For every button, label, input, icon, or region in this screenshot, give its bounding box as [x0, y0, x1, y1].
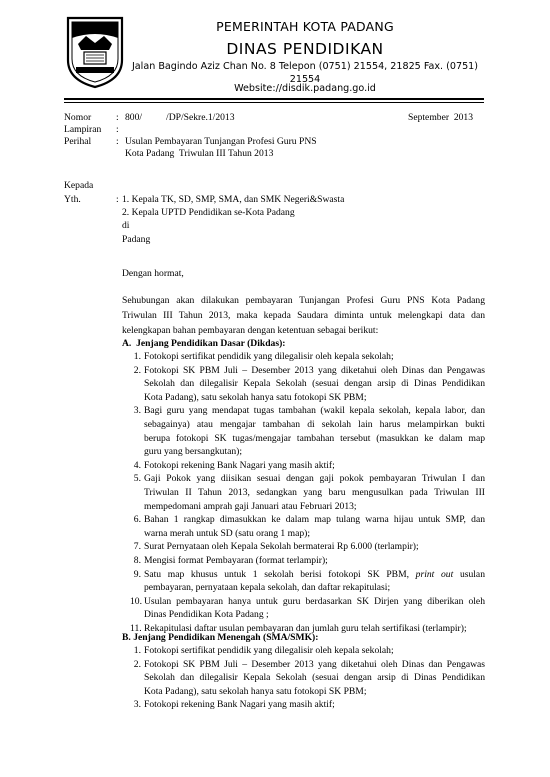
- intro-line: Sehubungan akan dilakukan pembayaran Tunjangan Profesi Guru PNS Kota Padang: [122, 295, 485, 306]
- lampiran-separator: :: [116, 124, 119, 135]
- list-item-number: 10.: [130, 595, 142, 607]
- list-item-number: 9.: [133, 568, 141, 580]
- intro-line: kelengkapan bahan pembayaran dengan ketentuan sebagai berikut:: [122, 325, 379, 336]
- header-website: Website://disdik.padang.go.id: [234, 83, 376, 94]
- list-item-text: pembayaran, pernyataan kepala sekolah, dan daftar rekapitulasi;: [144, 582, 391, 594]
- list-item-number: 3.: [133, 699, 141, 711]
- section-a-title: A. Jenjang Pendidikan Dasar (Dikdas):: [122, 338, 286, 349]
- nomor-label: Nomor: [64, 112, 92, 123]
- recipient-line1: 1. Kepala TK, SD, SMP, SMA, dan SMK Negeri&Swasta: [122, 194, 345, 205]
- yth-separator: :: [116, 194, 119, 205]
- list-item-text: Fotokopi rekening Bank Nagari yang masih aktif;: [144, 459, 335, 471]
- list-item-number: 2.: [133, 658, 141, 670]
- section-b-title: B. Jenjang Pendidikan Menengah (SMA/SMK):: [122, 632, 319, 643]
- list-item: [133, 644, 485, 658]
- list-item-text: Sekolah dan dilegalisir Kepala Sekolah (sesuai dengan arsip di Dinas Pendidikan: [144, 378, 485, 390]
- list-item: [133, 350, 485, 364]
- list-item: [133, 540, 485, 554]
- list-item-number: 2.: [133, 364, 141, 376]
- list-item: [133, 459, 485, 473]
- nomor-value: 800/ /DP/Sekre.1/2013: [125, 112, 235, 123]
- list-item-text: Kota Padang), satu sekolah hanya satu fotokopi SK PBM;: [144, 391, 367, 403]
- perihal-separator: :: [116, 136, 119, 147]
- header-department: DINAS PENDIDIKAN: [226, 40, 384, 58]
- list-item-number: 8.: [133, 554, 141, 566]
- greeting: Dengan hormat,: [122, 268, 184, 279]
- list-item-text: Mengisi format Pembayaran (format terlampir);: [144, 554, 328, 566]
- list-item-number: 4.: [133, 459, 141, 471]
- list-item-number: 1.: [133, 351, 141, 362]
- list-item-text: Kota Padang), satu sekolah hanya satu fotokopi SK PBM;: [144, 685, 367, 697]
- list-item-text: Fotokopi rekening Bank Nagari yang masih aktif;: [144, 699, 335, 711]
- list-item: [133, 404, 485, 458]
- list-item-number: 7.: [133, 541, 141, 553]
- section-a-list: [130, 350, 485, 635]
- recipient-line2: 2. Kepala UPTD Pendidikan se-Kota Padang: [122, 207, 295, 218]
- list-item-text: berupa fotokopi SK tugas/mengajar tambahan tersebut (masukkan ke dalam map: [144, 432, 485, 444]
- intro-line: Triwulan III Tahun 2013, maka kepada Saudara diminta untuk melengkapi data dan: [122, 310, 485, 321]
- list-item-number: 3.: [133, 405, 141, 417]
- list-item: [133, 513, 485, 540]
- list-item-text: Fotokopi SK PBM Juli – Desember 2013 yang diketahui oleh Dinas dan Pengawas: [144, 364, 485, 376]
- list-item-text: Bahan 1 rangkap dimasukkan ke dalam map tulang warna hijau untuk SMP, dan: [144, 514, 485, 526]
- list-item-text: Triwulan II Tahun 2013, sedangkan yang baru mengusulkan pada Triwulan III: [144, 486, 485, 498]
- recipient-city: Padang: [122, 234, 151, 245]
- header-rule-thick: [64, 98, 484, 100]
- list-item-text: Bagi guru yang mendapat tugas tambahan (wakil kepala sekolah, kepala labor, dan: [144, 405, 485, 417]
- list-item-text: mempedomani amprah gaji Januari atau Februari 2013;: [144, 500, 357, 512]
- list-item: [133, 698, 485, 712]
- perihal-label: Perihal: [64, 136, 92, 147]
- list-item: [133, 554, 485, 568]
- list-item-text: Gaji Pokok yang diisikan sesuai dengan gaji pokok pembayaran Triwulan I dan: [144, 473, 485, 485]
- perihal-line2: Kota Padang Triwulan III Tahun 2013: [125, 148, 274, 159]
- list-item-text: Surat Pernyataan oleh Kepala Sekolah bermaterai Rp 6.000 (terlampir);: [144, 541, 419, 553]
- list-item-text: guru yang bersangkutan);: [144, 446, 243, 458]
- list-item: [130, 595, 485, 622]
- list-item-number: 6.: [133, 514, 141, 526]
- lampiran-label: Lampiran: [64, 124, 102, 135]
- recipient-di: di: [122, 220, 130, 231]
- header-address-line2: 21554: [289, 73, 321, 85]
- list-item-number: 1.: [133, 645, 141, 656]
- yth-label: Yth.: [64, 194, 81, 205]
- list-item-text: sebagainya) atau mengajar tambahan di sekolah lain harus melampirkan bukti: [144, 418, 485, 430]
- kepada-label: Kepada: [64, 180, 94, 191]
- list-item: [133, 658, 485, 699]
- header-address-line1: Jalan Bagindo Aziz Chan No. 8 Telepon (0751) 21554, 21825 Fax. (0751): [131, 61, 479, 72]
- list-item-text: Dinas Pendidikan Kota Padang ;: [144, 609, 269, 621]
- list-item-text: Sekolah dan dilegalisir Kepala Sekolah (sesuai dengan arsip di Dinas Pendidikan: [144, 672, 485, 684]
- list-item: [133, 364, 485, 405]
- list-item-number: 5.: [133, 473, 141, 485]
- header-government: PEMERINTAH KOTA PADANG: [216, 19, 394, 34]
- header-rule-thin: [64, 102, 484, 103]
- section-b-list: [133, 644, 485, 712]
- letter-date: September 2013: [408, 112, 474, 123]
- city-seal-logo: [64, 14, 126, 90]
- list-item-text: Rekapitulasi daftar usulan pembayaran dan jumlah guru telah sertifikasi (terlampir);: [144, 622, 467, 634]
- list-item-number: 11.: [130, 622, 142, 634]
- intro-paragraph: [122, 293, 485, 338]
- list-item-text: Fotokopi sertifikat pendidik yang dilegalisir oleh kepala sekolah;: [144, 645, 394, 656]
- perihal-line1: Usulan Pembayaran Tunjangan Profesi Guru PNS: [125, 136, 317, 147]
- list-item-text: Fotokopi SK PBM Juli – Desember 2013 yang diketahui oleh Dinas dan Pengawas: [144, 658, 485, 670]
- list-item-text: Usulan pembayaran hanya untuk guru berdasarkan SK Dirjen yang diberikan oleh: [144, 595, 485, 607]
- nomor-separator: :: [116, 112, 119, 123]
- list-item-text: Fotokopi sertifikat pendidik yang dilegalisir oleh kepala sekolah;: [144, 351, 394, 362]
- list-item: [133, 568, 485, 595]
- list-item: [133, 472, 485, 513]
- list-item-text: Satu map khusus untuk 1 sekolah berisi fotokopi SK PBM, print out usulan: [144, 568, 485, 580]
- list-item-text: warna merah untuk SD (satu orang 1 map);: [144, 527, 310, 539]
